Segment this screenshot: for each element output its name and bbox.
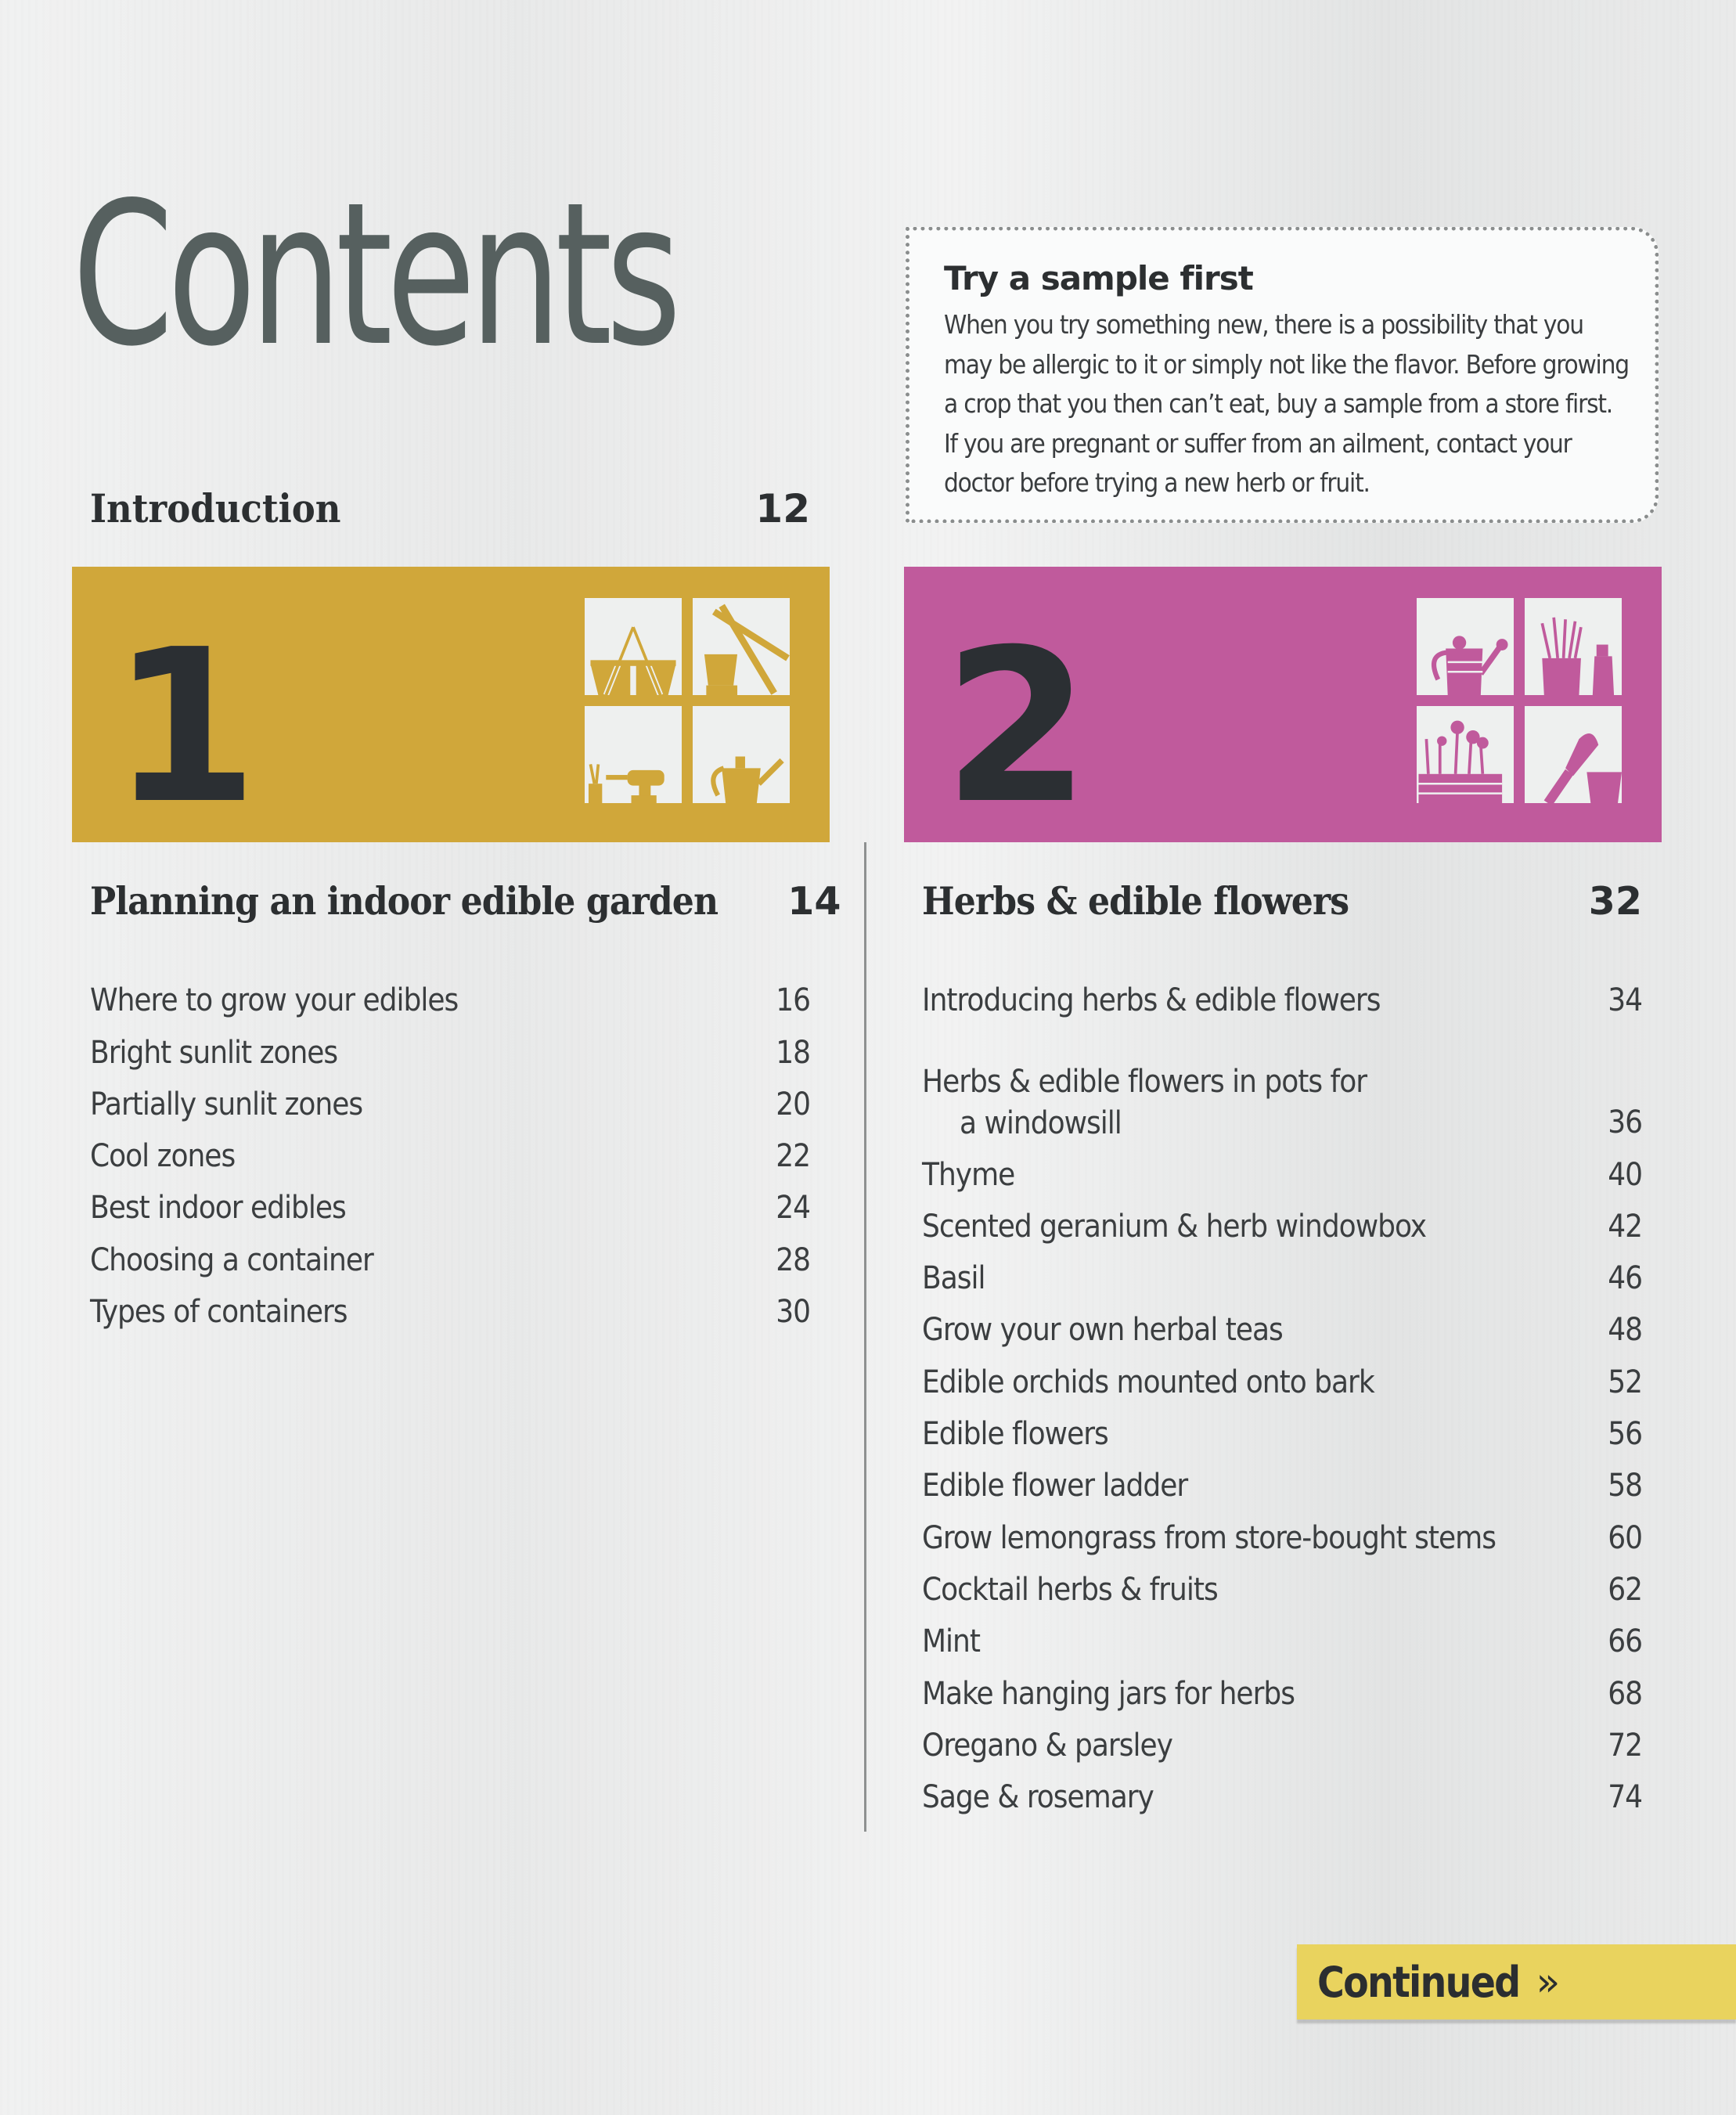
toc-entry[interactable] xyxy=(90,1075,810,1126)
toc-entry[interactable] xyxy=(922,971,1642,1022)
toc-chapter-1-heading[interactable] xyxy=(90,878,841,930)
toc-entry-introduction[interactable] xyxy=(90,485,810,540)
entry-page-number: 40 xyxy=(1608,1156,1642,1193)
toc-entry[interactable] xyxy=(90,1178,810,1230)
entry-label: Oregano & parsley xyxy=(922,1727,1172,1764)
chapter-2-toc-list xyxy=(922,971,1642,1819)
chapter-1-toc-list xyxy=(90,971,810,1334)
entry-label: Introduction xyxy=(90,485,341,531)
bucket-and-shears-icon xyxy=(693,598,790,695)
drill-and-tools-icon xyxy=(585,706,682,803)
toc-entry[interactable] xyxy=(90,971,810,1022)
entry-label: Thyme xyxy=(922,1156,1015,1193)
chapter-1-banner xyxy=(72,567,830,850)
entry-page-number: 28 xyxy=(776,1241,810,1278)
entry-page-number: 52 xyxy=(1608,1364,1642,1400)
entry-label: Mint xyxy=(922,1623,980,1660)
entry-label: Where to grow your edibles xyxy=(90,982,459,1019)
entry-label: Basil xyxy=(922,1260,985,1297)
watering-can-icon xyxy=(693,706,790,803)
entry-label: Choosing a container xyxy=(90,1241,373,1278)
toc-entry[interactable] xyxy=(90,1230,810,1281)
toc-entry[interactable] xyxy=(922,1767,1642,1819)
flower-planter-icon xyxy=(1417,706,1514,803)
entry-page-number: 48 xyxy=(1608,1312,1642,1349)
entry-label: Cool zones xyxy=(90,1138,236,1175)
toc-entry[interactable] xyxy=(922,1456,1642,1508)
toc-entry[interactable] xyxy=(922,1508,1642,1559)
entry-page-number: 72 xyxy=(1608,1727,1642,1764)
entry-label-line-2: a windowsill xyxy=(960,1105,1122,1142)
entry-label: Edible flowers xyxy=(922,1416,1108,1453)
entry-label: Types of containers xyxy=(90,1294,348,1331)
chapter-2-banner xyxy=(904,567,1662,850)
entry-page-number: 60 xyxy=(1608,1519,1642,1556)
toc-entry[interactable] xyxy=(922,1663,1642,1715)
entry-page-number: 24 xyxy=(776,1190,810,1227)
toc-entry[interactable] xyxy=(922,1612,1642,1663)
entry-page-number: 62 xyxy=(1608,1571,1642,1608)
entry-label: Edible orchids mounted onto bark xyxy=(922,1364,1374,1400)
entry-page-number: 46 xyxy=(1608,1260,1642,1297)
watering-can-icon xyxy=(1417,598,1514,695)
entry-label: Partially sunlit zones xyxy=(90,1086,363,1122)
toc-chapter-2-heading[interactable] xyxy=(922,878,1642,930)
entry-label: Scented geranium & herb windowbox xyxy=(922,1208,1427,1245)
entry-label: Grow your own herbal teas xyxy=(922,1312,1283,1349)
pot-with-canes-icon xyxy=(585,598,682,695)
chapter-title: Herbs & edible flowers xyxy=(922,878,1349,924)
column-divider xyxy=(864,842,866,1832)
trowel-and-pot-icon xyxy=(1525,706,1622,803)
entry-page-number: 16 xyxy=(776,982,810,1019)
toc-entry[interactable] xyxy=(922,1560,1642,1612)
chapter-title: Planning an indoor edible garden xyxy=(90,878,719,924)
entry-label: Make hanging jars for herbs xyxy=(922,1675,1295,1712)
entry-page-number: 74 xyxy=(1608,1779,1642,1816)
entry-label: Best indoor edibles xyxy=(90,1190,346,1227)
entry-label: Cocktail herbs & fruits xyxy=(922,1571,1218,1608)
entry-label xyxy=(922,1061,1367,1144)
entry-page-number: 68 xyxy=(1608,1675,1642,1712)
callout-heading: Try a sample first xyxy=(944,259,1253,297)
entry-page-number: 18 xyxy=(776,1034,810,1071)
double-chevron-right-icon: » xyxy=(1536,1959,1561,2005)
toc-entry[interactable] xyxy=(922,1716,1642,1767)
entry-page-number: 36 xyxy=(1608,1104,1642,1141)
entry-label: Introducing herbs & edible flowers xyxy=(922,982,1381,1019)
entry-label-line-1: Herbs & edible flowers in pots for xyxy=(922,1064,1367,1101)
chapter-number: 1 xyxy=(111,604,258,850)
entry-label: Bright sunlit zones xyxy=(90,1034,338,1071)
entry-page-number: 66 xyxy=(1608,1623,1642,1660)
toc-entry[interactable] xyxy=(922,1404,1642,1456)
entry-page-number: 42 xyxy=(1608,1208,1642,1245)
entry-label: Grow lemongrass from store-bought stems xyxy=(922,1519,1496,1556)
toc-entry[interactable] xyxy=(922,1144,1642,1196)
chapter-icon-window xyxy=(585,598,790,803)
chapter-icon-window xyxy=(1417,598,1622,803)
toc-entry[interactable] xyxy=(90,1022,810,1074)
chapter-page-number: 14 xyxy=(787,879,841,924)
entry-page-number: 58 xyxy=(1608,1468,1642,1504)
entry-page-number: 20 xyxy=(776,1086,810,1122)
continued-button[interactable] xyxy=(1297,1944,1736,2020)
toc-entry[interactable] xyxy=(922,1300,1642,1352)
toc-entry[interactable] xyxy=(922,1052,1642,1144)
entry-page-number: 22 xyxy=(776,1138,810,1175)
callout-body: When you try something new, there is a possibility that you may be allergic to it or simply not like the flavor. Before growing a crop that you then can’t eat, buy a sample from a store first. If you are pregnant or suffer from an ailment, contact your doctor before trying a new herb or fruit. xyxy=(944,309,1629,498)
toc-entry[interactable] xyxy=(922,1248,1642,1300)
page-title: Contents xyxy=(72,160,675,390)
chapter-number: 2 xyxy=(943,604,1090,850)
toc-entry[interactable] xyxy=(90,1282,810,1334)
tip-callout-box xyxy=(906,227,1659,523)
entry-page-number: 12 xyxy=(755,486,810,531)
entry-page-number: 34 xyxy=(1608,982,1642,1019)
entry-page-number: 30 xyxy=(776,1294,810,1331)
entry-page-number: 56 xyxy=(1608,1416,1642,1453)
entry-label: Edible flower ladder xyxy=(922,1468,1188,1504)
toc-entry[interactable] xyxy=(922,1352,1642,1403)
continued-label: Continued xyxy=(1317,1957,1520,2007)
herb-pot-and-spray-bottle-icon xyxy=(1525,598,1622,695)
toc-entry[interactable] xyxy=(922,1197,1642,1248)
entry-label: Sage & rosemary xyxy=(922,1779,1154,1816)
chapter-page-number: 32 xyxy=(1588,879,1642,924)
toc-entry[interactable] xyxy=(90,1126,810,1178)
